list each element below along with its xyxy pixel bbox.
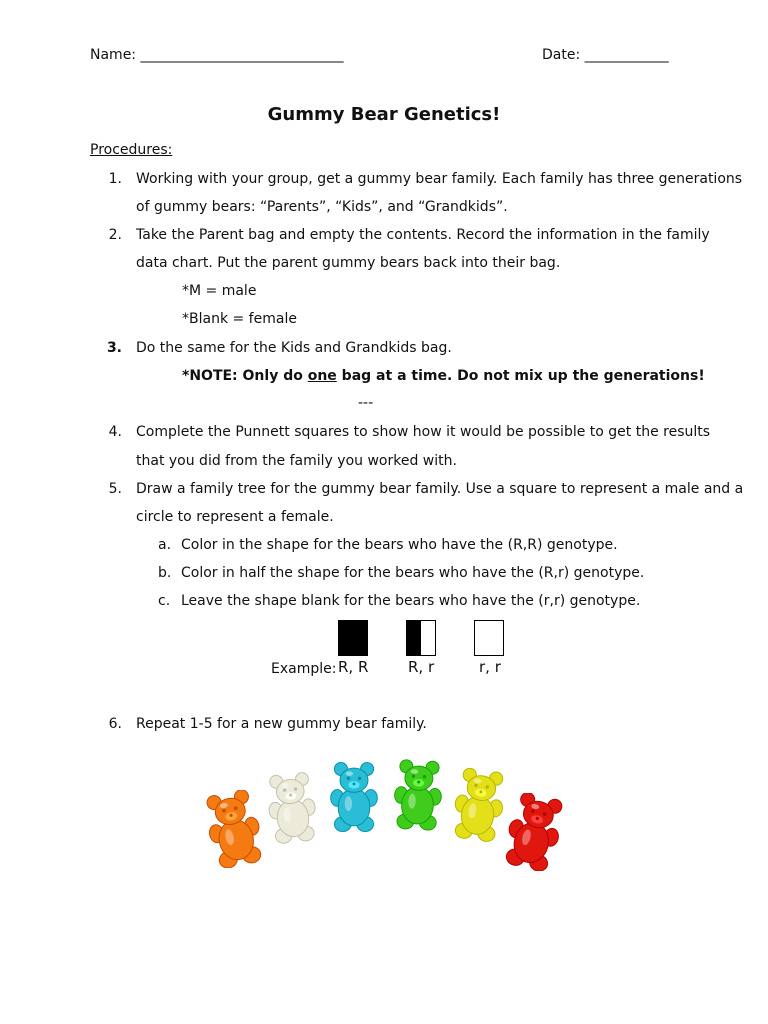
gummy-bear-icon — [202, 790, 266, 868]
substep-text: Leave the shape blank for the bears who have the (r,r) genotype. — [181, 593, 641, 609]
substep-text: Color in half the shape for the bears who have the (R,r) genotype. — [181, 565, 645, 581]
step-text: data chart. Put the parent gummy bears back into their bag. — [136, 255, 561, 271]
substep-letter: c. — [158, 593, 171, 609]
example-genotype: R, r — [408, 658, 435, 676]
step-number: 6. — [108, 716, 122, 732]
example-box-full — [338, 620, 368, 656]
step-text: Complete the Punnett squares to show how it would be possible to get the results — [136, 424, 711, 440]
substep-letter: b. — [158, 565, 172, 581]
example-genotype: r, r — [479, 658, 501, 676]
step-text: Do the same for the Kids and Grandkids bag. — [136, 340, 452, 356]
step-text: Working with your group, get a gummy bear family. Each family has three generations — [136, 171, 743, 187]
gummy-bear-icon — [450, 768, 508, 842]
gummy-bear-icon — [502, 793, 566, 871]
step-number: 1. — [108, 171, 122, 187]
step-number: 5. — [108, 481, 122, 497]
note-emphasis: one — [307, 368, 337, 384]
step-text: Repeat 1-5 for a new gummy bear family. — [136, 716, 427, 732]
name-field-label: Name: _____________________________ — [90, 47, 344, 63]
example-box-half — [406, 620, 436, 656]
date-field-label: Date: ____________ — [542, 47, 669, 63]
gummy-bear-icon — [326, 760, 382, 834]
page-title: Gummy Bear Genetics! — [267, 104, 501, 125]
step-text: of gummy bears: “Parents”, “Kids”, and “Grandkids”. — [136, 199, 508, 215]
step-number: 4. — [108, 424, 122, 440]
key-female: *Blank = female — [182, 311, 297, 327]
gummy-bear-icon — [390, 758, 446, 832]
step-text: Draw a family tree for the gummy bear family. Use a square to represent a male and a — [136, 481, 744, 497]
step-text: Take the Parent bag and empty the contents. Record the information in the family — [136, 227, 710, 243]
procedures-heading: Procedures: — [90, 142, 173, 158]
example-genotype: R, R — [338, 658, 369, 676]
gummy-bear-icon — [263, 772, 321, 844]
separator: --- — [358, 395, 374, 411]
substep-text: Color in the shape for the bears who have the (R,R) genotype. — [181, 537, 618, 553]
key-male: *M = male — [182, 283, 257, 299]
step-text: that you did from the family you worked with. — [136, 453, 457, 469]
note-text: *NOTE: Only do one bag at a time. Do not mix up the generations! — [182, 368, 705, 384]
step-number: 2. — [108, 227, 122, 243]
example-box-empty — [474, 620, 504, 656]
step-text: circle to represent a female. — [136, 509, 334, 525]
step-number: 3. — [106, 340, 122, 356]
example-label: Example: — [271, 661, 337, 677]
substep-letter: a. — [158, 537, 172, 553]
